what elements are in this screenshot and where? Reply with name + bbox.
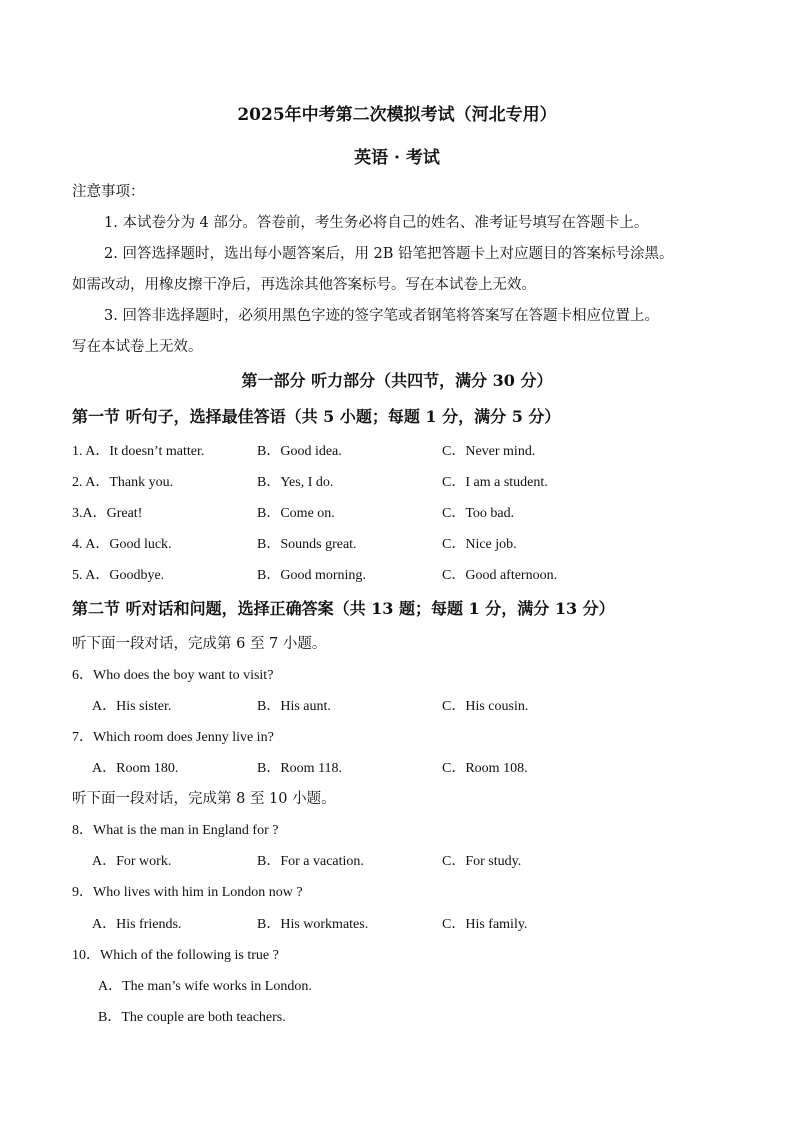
notice-item-1: 1. 本试卷分为 4 部分。答卷前，考生务必将自己的姓名、准考证号填写在答题卡上。: [104, 215, 649, 231]
option-b: B．His workmates.: [257, 917, 369, 932]
notice-heading: 注意事项：: [72, 184, 145, 200]
option-c: C．Room 108.: [442, 761, 528, 776]
question-row: [0, 564, 794, 584]
section-1-title: 第一节 听句子，选择最佳答语（共 5 小题；每题 1 分，满分 5 分）: [72, 407, 561, 426]
option-b: B．Good idea.: [257, 444, 342, 459]
question-9-options: [0, 913, 794, 933]
option-c: C．For study.: [442, 854, 522, 869]
option-c: C．Never mind.: [442, 444, 536, 459]
option-b: B．His aunt.: [257, 699, 331, 714]
option-c: C．His family.: [442, 917, 528, 932]
option-b: B．Good morning.: [257, 568, 366, 583]
question-row: [0, 440, 794, 460]
question-6-options: [0, 695, 794, 715]
option-b: B．Room 118.: [257, 761, 343, 776]
option-a: A．Room 180.: [92, 761, 179, 776]
question-6: 6．Who does the boy want to visit?: [72, 668, 274, 683]
option-a: 1. A．It doesn’t matter.: [72, 444, 205, 459]
option-a: 3.A．Great!: [72, 506, 143, 521]
option-b: B．Come on.: [257, 506, 335, 521]
option-c: C．Nice job.: [442, 537, 517, 552]
option-a: A．For work.: [92, 854, 172, 869]
question-9: 9．Who lives with him in London now ?: [72, 885, 303, 900]
question-10-option-a: A．The man’s wife works in London.: [98, 979, 312, 994]
question-10-option-b: B．The couple are both teachers.: [98, 1010, 286, 1025]
option-c: C．I am a student.: [442, 475, 548, 490]
notice-item-2-line-1: 2. 回答选择题时，选出每小题答案后，用 2B 铅笔把答题卡上对应题目的答案标号涂黑。: [104, 246, 674, 262]
notice-item-3-line-2: 写在本试卷上无效。: [72, 339, 203, 355]
part-1-title: 第一部分 听力部分（共四节，满分 30 分）: [241, 371, 553, 390]
option-a: 5. A．Goodbye.: [72, 568, 165, 583]
option-c: C．Too bad.: [442, 506, 515, 521]
option-a: 4. A．Good luck.: [72, 537, 172, 552]
option-b: B．Sounds great.: [257, 537, 357, 552]
dialogue-intro-2: 听下面一段对话，完成第 8 至 10 小题。: [72, 791, 336, 807]
question-8: 8．What is the man in England for ?: [72, 823, 279, 838]
question-7: 7．Which room does Jenny live in?: [72, 730, 274, 745]
notice-item-3-line-1: 3. 回答非选择题时，必须用黑色字迹的签字笔或者钢笔将答案写在答题卡相应位置上。: [104, 308, 659, 324]
notice-item-2-line-2: 如需改动，用橡皮擦干净后，再选涂其他答案标号。写在本试卷上无效。: [72, 277, 536, 293]
section-2-title: 第二节 听对话和问题，选择正确答案（共 13 题；每题 1 分，满分 13 分）: [72, 599, 615, 618]
option-a: A．His sister.: [92, 699, 172, 714]
question-7-options: [0, 757, 794, 777]
dialogue-intro-1: 听下面一段对话，完成第 6 至 7 小题。: [72, 636, 327, 652]
option-a: 2. A．Thank you.: [72, 475, 174, 490]
exam-subtitle: 英语 · 考试: [354, 148, 440, 168]
option-c: C．Good afternoon.: [442, 568, 558, 583]
question-8-options: [0, 850, 794, 870]
option-b: B．For a vacation.: [257, 854, 364, 869]
question-row: [0, 502, 794, 522]
exam-title: 2025年中考第二次模拟考试（河北专用）: [237, 105, 557, 125]
option-b: B．Yes, I do.: [257, 475, 334, 490]
option-a: A．His friends.: [92, 917, 182, 932]
question-row: [0, 471, 794, 491]
question-10: 10．Which of the following is true ?: [72, 948, 279, 963]
option-c: C．His cousin.: [442, 699, 529, 714]
question-row: [0, 533, 794, 553]
